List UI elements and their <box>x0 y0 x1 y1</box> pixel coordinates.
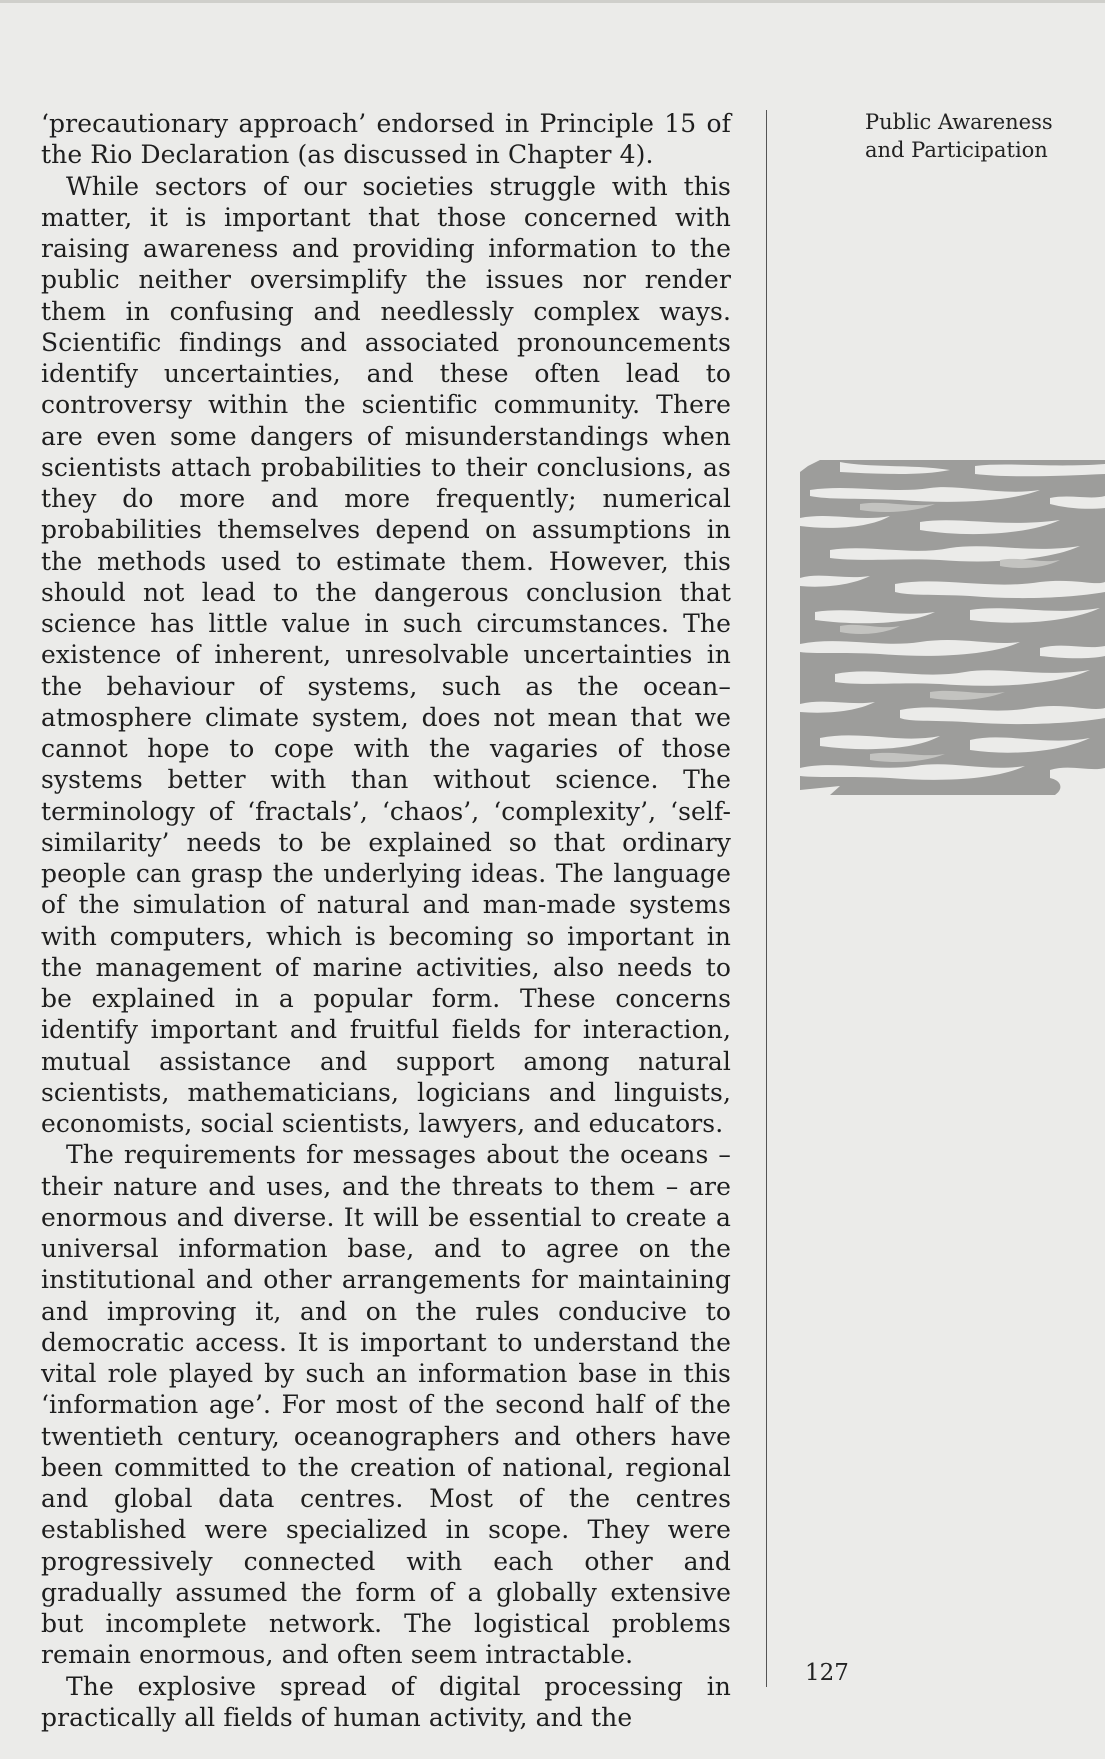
paragraph-information-base: The requirements for messages about the oceans – their nature and uses, and the threats to them – are enormous and diverse. It will be essential to create a universal information base, and to agree on the institutional and other arrangements for maintaining and improving it, and on the rules conducive to democratic access. It is important to understand the vital role played by such an information base in this ‘information age’. For most of the second half of the twentieth century, oceanographers and others have been committed to the creation of national, regional and global data centres. Most of the centres established were specialized in scope. They were progressively connected with each other and gradually assumed the form of a globally extensive but incomplete network. The logistical problems remain enormous, and often seem intractable. <box>41 1140 731 1670</box>
paragraph-continuation: ‘precautionary approach’ endorsed in Principle 15 of the Rio Declaration (as discussed in Chapter 4). <box>41 109 731 170</box>
ocean-wave-illustration <box>800 460 1105 795</box>
page-top-edge <box>0 0 1105 3</box>
margin-rule <box>766 110 767 1687</box>
paragraph-uncertainty: While sectors of our societies struggle with this matter, it is important that those concerned with raising awareness and providing information to the public neither oversimplify the issues nor render them in confusing and needlessly complex ways. Scientific findings and associated pronouncements identify uncertainties, and these often lead to controversy within the scientific community. There are even some dangers of misunderstandings when scientists attach probabilities to their conclusions, as they do more and more frequently; numerical probabilities themselves depend on assumptions in the methods used to estimate them. However, this should not lead to the dangerous conclusion that science has little value in such circumstances. The existence of inherent, unresolvable uncertainties in the behaviour of systems, such as the ocean–atmosphere climate system, does not mean that we cannot hope to cope with the vagaries of those systems better with than without science. The terminology of ‘fractals’, ‘chaos’, ‘complexity’, ‘self-similarity’ needs to be explained so that ordinary people can grasp the underlying ideas. The language of the simulation of natural and man-made systems with computers, which is becoming so important in the management of marine activities, also needs to be explained in a popular form. These concerns identify important and fruitful fields for interaction, mutual assistance and support among natural scientists, mathematicians, logicians and linguists, economists, social scientists, lawyers, and educators. <box>41 171 731 1138</box>
running-head <box>865 108 1065 164</box>
running-head-line-2: and Participation <box>865 138 1048 162</box>
page-number: 127 <box>805 1660 849 1686</box>
running-head-line-1: Public Awareness <box>865 110 1053 134</box>
paragraph-digital-processing: The explosive spread of digital processing in practically all fields of human activity, and the <box>41 1671 731 1732</box>
body-text-column <box>41 108 731 1733</box>
